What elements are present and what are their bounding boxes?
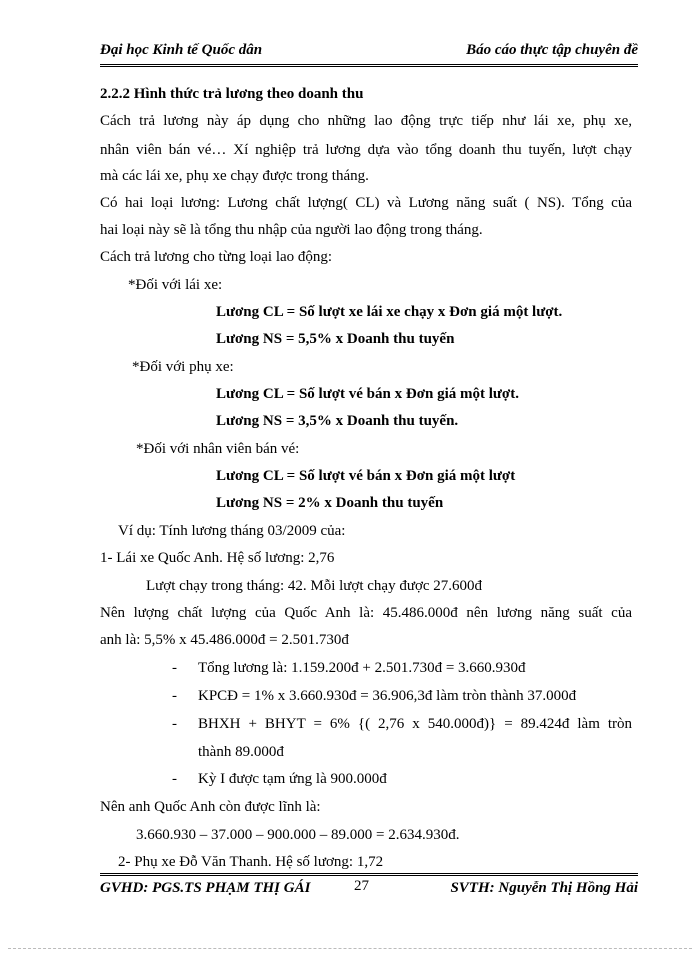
paragraph-4-line-2: anh là: 5,5% x 45.486.000đ = 2.501.730đ (100, 632, 349, 648)
item-2: 2- Phụ xe Đỗ Văn Thanh. Hệ số lương: 1,72 (118, 854, 384, 870)
paragraph-5: Nên anh Quốc Anh còn được lĩnh là: (100, 799, 321, 815)
bullet-dash: - (172, 771, 177, 787)
bullet-dash: - (172, 660, 177, 676)
item-1-detail: Lượt chạy trong tháng: 42. Mỗi lượt chạy được 27.600đ (146, 578, 483, 594)
driver-title: *Đối với lái xe: (128, 277, 223, 293)
item-1: 1- Lái xe Quốc Anh. Hệ số lương: 2,76 (100, 550, 335, 566)
bullet-1: Tổng lương là: 1.159.200đ + 2.501.730đ = 3.660.930đ (198, 660, 526, 676)
seller-title: *Đối với nhân viên bán vé: (136, 441, 300, 457)
driver-ns-formula: Lương NS = 5,5% x Doanh thu tuyến (216, 331, 455, 347)
page-number: 27 (354, 878, 369, 894)
seller-cl-formula: Lương CL = Số lượt vé bán x Đơn giá một lượt (216, 468, 516, 484)
page-break-divider (8, 948, 692, 949)
paragraph-2-line-2: hai loại này sẽ là tổng thu nhập của người lao động trong tháng. (100, 222, 483, 238)
bullet-3-continued: thành 89.000đ (198, 744, 284, 760)
footer-right: SVTH: Nguyễn Thị Hồng Hải (450, 880, 638, 896)
footer-left: GVHD: PGS.TS PHẠM THỊ GÁI (100, 880, 311, 896)
bullet-dash: - (172, 716, 177, 732)
footer-rule (100, 873, 638, 876)
bullet-3: BHXH + BHYT = 6% {( 2,76 x 540.000đ)} = 89.424đ làm tròn (198, 716, 632, 732)
seller-ns-formula: Lương NS = 2% x Doanh thu tuyến (216, 495, 444, 511)
paragraph-4-line-1: Nên lượng chất lượng của Quốc Anh là: 45.486.000đ nên lương năng suất của (100, 605, 632, 621)
header-left: Đại học Kinh tế Quốc dân (100, 42, 263, 58)
page-footer (100, 880, 638, 904)
paragraph-3: Cách trả lương cho từng loại lao động: (100, 249, 333, 265)
bullet-dash: - (172, 688, 177, 704)
section-heading: 2.2.2 Hình thức trả lương theo doanh thu (100, 86, 364, 102)
assistant-cl-formula: Lương CL = Số lượt vé bán x Đơn giá một lượt. (216, 386, 519, 402)
driver-cl-formula: Lương CL = Số lượt xe lái xe chạy x Đơn giá một lượt. (216, 304, 563, 320)
paragraph-1-line-3: mà các lái xe, phụ xe chạy được trong tháng. (100, 168, 369, 184)
example-line: Ví dụ: Tính lương tháng 03/2009 của: (118, 523, 346, 539)
assistant-ns-formula: Lương NS = 3,5% x Doanh thu tuyến. (216, 413, 459, 429)
calculation-line: 3.660.930 – 37.000 – 900.000 – 89.000 = 2.634.930đ. (136, 827, 460, 843)
paragraph-1-line-1: Cách trả lương này áp dụng cho những lao động trực tiếp như lái xe, phụ xe, (100, 113, 632, 129)
assistant-title: *Đối với phụ xe: (132, 359, 234, 375)
paragraph-1-line-2: nhân viên bán vé… Xí nghiệp trả lương dựa vào tổng doanh thu tuyến, lượt chạy (100, 142, 632, 158)
page-header (100, 40, 638, 64)
header-right: Báo cáo thực tập chuyên đề (466, 42, 638, 58)
paragraph-2-line-1: Có hai loại lương: Lương chất lượng( CL) và Lương năng suất ( NS). Tổng của (100, 195, 632, 211)
bullet-2: KPCĐ = 1% x 3.660.930đ = 36.906,3đ làm tròn thành 37.000đ (198, 688, 577, 704)
bullet-4: Kỳ I được tạm ứng là 900.000đ (198, 771, 387, 787)
header-rule (100, 64, 638, 67)
